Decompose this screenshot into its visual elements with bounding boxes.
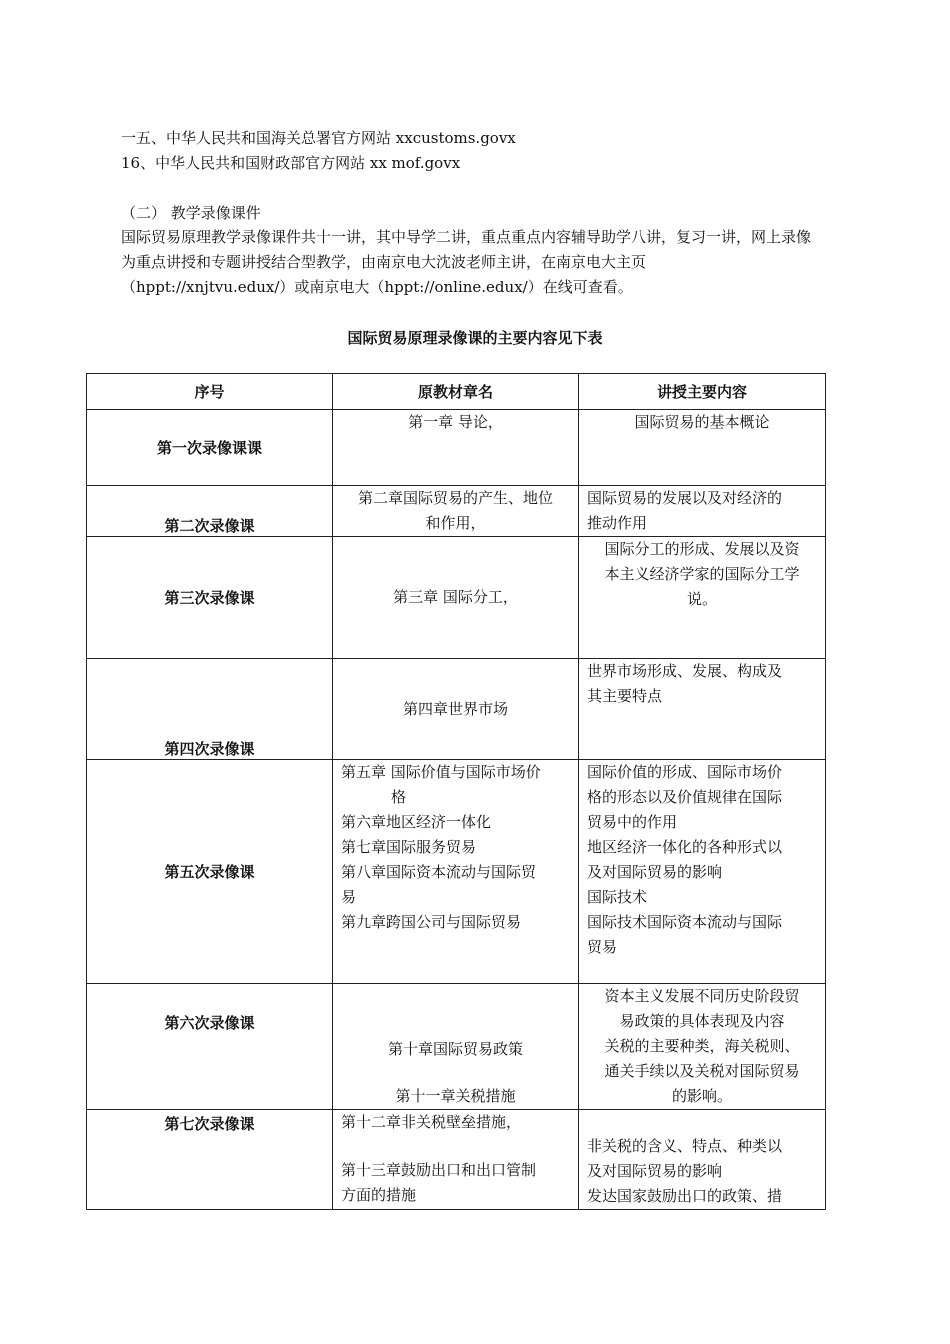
table-row [87, 659, 826, 760]
content-line: 国际技术 [587, 888, 648, 906]
lecture-cell [87, 537, 333, 659]
chapter-line: 第八章国际资本流动与国际贸 [341, 863, 537, 881]
content-line: 国际贸易的基本概论 [634, 413, 770, 431]
header-content: 讲授主要内容 [579, 374, 826, 410]
chapter-line: 第一章 导论， [408, 413, 503, 431]
content-line: 资本主义发展不同历史阶段贸 [604, 987, 800, 1005]
chapter-cell [333, 1110, 579, 1210]
table-header-row [87, 374, 826, 410]
chapter-line: 第十章国际贸易政策 [387, 1040, 523, 1058]
chapter-cell [333, 760, 579, 984]
chapter-line: 第十一章关税措施 [395, 1087, 516, 1105]
content-line: 格的形态以及价值规律在国际 [587, 788, 783, 806]
content-cell [579, 984, 826, 1110]
content-cell [579, 659, 826, 760]
content-cell [579, 410, 826, 486]
lecture-label: 第一次录像课课 [156, 439, 262, 457]
table-row [87, 984, 826, 1110]
link-customs: 一五、中华人民共和国海关总署官方网站 xxcustoms.govx [121, 129, 516, 147]
table-caption: 国际贸易原理录像课的主要内容见下表 [347, 329, 603, 347]
table-row [87, 760, 826, 984]
table-row [87, 1110, 826, 1210]
content-line: 其主要特点 [587, 687, 663, 705]
lecture-cell [87, 984, 333, 1110]
content-line: 易政策的具体表现及内容 [619, 1012, 785, 1030]
content-cell [579, 537, 826, 659]
lecture-label: 第四次录像课 [164, 740, 255, 758]
lecture-label: 第七次录像课 [164, 1115, 255, 1133]
chapter-line: 第六章地区经济一体化 [341, 813, 492, 831]
lecture-label: 第三次录像课 [164, 589, 255, 607]
chapter-cell [333, 984, 579, 1110]
content-line: 贸易中的作用 [587, 813, 678, 831]
content-line: 的影响。 [671, 1087, 732, 1105]
chapter-line: 方面的措施 [341, 1186, 417, 1204]
chapter-line: 第九章跨国公司与国际贸易 [341, 913, 522, 931]
content-line: 本主义经济学家的国际分工学 [604, 565, 800, 583]
content-line: 及对国际贸易的影响 [587, 863, 723, 881]
table-row [87, 486, 826, 537]
lecture-cell [87, 486, 333, 537]
table-row [87, 537, 826, 659]
content-line: 及对国际贸易的影响 [587, 1162, 723, 1180]
chapter-line: 第十三章鼓励出口和出口管制 [341, 1161, 537, 1179]
header-number: 序号 [87, 374, 333, 410]
chapter-line: 第三章 国际分工， [393, 588, 518, 606]
content-line: 国际贸易的发展以及对经济的 [587, 489, 783, 507]
chapter-cell [333, 659, 579, 760]
content-line: 推动作用 [587, 514, 648, 532]
content-line: 关税的主要种类，海关税则、 [604, 1037, 800, 1055]
content-cell [579, 1110, 826, 1210]
chapter-cell [333, 537, 579, 659]
lecture-cell [87, 659, 333, 760]
content-line: 非关税的含义、特点、种类以 [587, 1137, 783, 1155]
content-line: 世界市场形成、发展、构成及 [587, 662, 783, 680]
lecture-cell [87, 1110, 333, 1210]
content-line: 国际技术国际资本流动与国际 [587, 913, 783, 931]
lecture-label: 第五次录像课 [164, 863, 255, 881]
chapter-line: 和作用， [425, 514, 486, 532]
chapter-line: 格 [391, 788, 407, 806]
chapter-line: 第五章 国际价值与国际市场价 [341, 763, 541, 781]
intro-paragraph: 国际贸易原理教学录像课件共十一讲，其中导学二讲，重点重点内容辅导助学八讲，复习一讲，网上录像为重点讲授和专题讲授结合型教学，由南京电大沈波老师主讲，在南京电大主页（hppt://xnjtvu.edux/）或南京电大（hppt://online.edux/）在线可查看。 [121, 228, 812, 296]
content-line: 国际价值的形成、国际市场价 [587, 763, 783, 781]
chapter-line: 第二章国际贸易的产生、地位 [357, 489, 553, 507]
chapter-line: 第四章世界市场 [402, 699, 508, 718]
lecture-cell [87, 410, 333, 486]
lecture-cell [87, 760, 333, 984]
chapter-line: 易 [341, 888, 357, 906]
content-cell [579, 760, 826, 984]
lecture-label: 第二次录像课 [164, 517, 255, 535]
chapter-cell [333, 486, 579, 537]
content-line: 贸易 [587, 938, 618, 956]
content-line: 通关手续以及关税对国际贸易 [604, 1062, 800, 1080]
chapter-cell [333, 410, 579, 486]
lecture-table [86, 373, 826, 1210]
chapter-line: 第十二章非关税壁垒措施， [341, 1113, 522, 1131]
content-line: 说。 [686, 590, 717, 608]
lecture-label: 第六次录像课 [164, 1014, 255, 1032]
link-mof: 16、中华人民共和国财政部官方网站 xx mof.govx [121, 154, 461, 172]
chapter-line: 第七章国际服务贸易 [341, 838, 477, 856]
table-row [87, 410, 826, 486]
content-line: 发达国家鼓励出口的政策、措 [587, 1187, 783, 1205]
content-cell [579, 486, 826, 537]
header-chapter: 原教材章名 [333, 374, 579, 410]
section-heading: （二） 教学录像课件 [121, 204, 261, 222]
content-line: 国际分工的形成、发展以及资 [604, 540, 800, 558]
content-line: 地区经济一体化的各种形式以 [587, 838, 783, 856]
